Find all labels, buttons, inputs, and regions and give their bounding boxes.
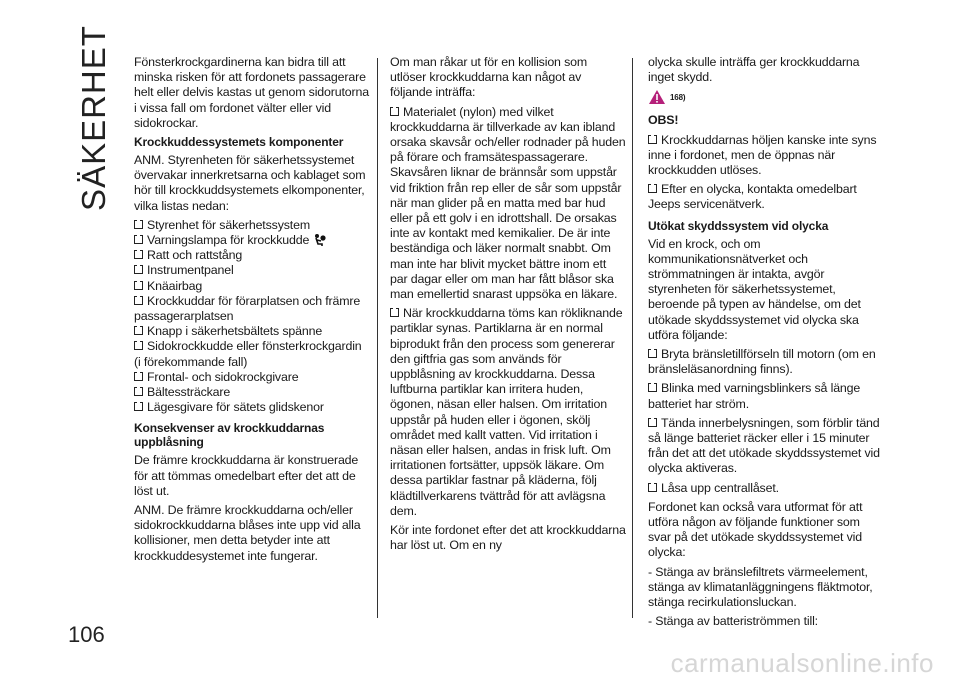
list-item: När krockkuddarna töms kan rökliknande partiklar synas. Partiklarna är en normal biprodukt från den process som genererar den giftfria gas som används för uppblåsning av krockkuddarna. Dessa luftburna partiklar kan irritera huden, ögonen, näsan eller halsen. Om irritation uppstår på huden eller i ögonen, skölj området med kallt vatten. Vid irritation i näsan eller halsen, andas in frisk luft. Om irritationen fortsätter, uppsök läkare. Om dessa partiklar fastnar på kläderna, följ klädtillverkarens tvättråd för att avlägsna dem. — [390, 306, 623, 518]
column-1 — [134, 55, 370, 568]
bullet-icon — [648, 184, 657, 193]
dash-item: - Stänga av batteriströmmen till: — [648, 614, 818, 629]
list-item: Knäairbag — [134, 279, 370, 294]
warning-reference: 168) — [648, 89, 882, 105]
bullet-icon — [134, 281, 143, 290]
list-item: Efter en olycka, kontakta omedelbart Jeeps servicenätverk. — [648, 182, 857, 212]
watermark: carmanualsonline.info — [670, 648, 934, 678]
column-divider — [377, 58, 378, 618]
bullet-icon — [648, 349, 657, 358]
column-divider — [632, 58, 633, 618]
list-item: Styrenhet för säkerhetssystem — [134, 218, 370, 233]
bullet-icon — [134, 326, 143, 335]
list-item: Ratt och rattstång — [134, 248, 370, 263]
bullet-icon — [134, 220, 143, 229]
obs-label: OBS! — [648, 113, 679, 128]
heading-components: Krockkuddessystemets komponenter — [134, 135, 344, 150]
page-number: 106 — [68, 622, 105, 647]
bullet-icon — [648, 483, 657, 492]
list-item: Tända innerbelysningen, som förblir tänd så länge batteriet räcker eller i 15 minuter från det att det utökade skyddssystemet vid olycka aktiveras. — [648, 415, 880, 476]
continuation-paragraph: olycka skulle inträffa ger krockkuddarna inget skydd. — [648, 55, 860, 85]
bullet-icon — [134, 402, 143, 411]
closing-paragraph: Kör inte fordonet efter det att krockkuddarna har löst ut. Om en ny — [390, 523, 626, 553]
airbag-warning-icon — [313, 233, 327, 247]
list-item: Blinka med varningsblinkers så länge batteriet har ström. — [648, 381, 861, 411]
list-item: Sidokrockkudde eller fönsterkrockgardin (i förekommande fall) — [134, 339, 362, 369]
bullet-icon — [134, 387, 143, 396]
list-item: Lägesgivare för sätets glidskenor — [134, 400, 370, 415]
list-item: Bältessträckare — [134, 385, 370, 400]
paragraph: Vid en krock, och om kommunikationsnätverket och strömmatningen är intakta, avgör styrenheten för säkerhetssystemet, beroende på typen av händelse, om det utökade skyddssystemet vid olycka ska utföra följande: — [648, 236, 861, 342]
consequences-paragraph: De främre krockkuddarna är konstruerade för att tömmas omedelbart efter det att de löst ut. — [134, 453, 359, 498]
list-item: Materialet (nylon) med vilket krockkuddarna är tillverkade av kan ibland orsaka skavsår och/eller rodnader på huden på förare och framsätespassagerare. Skavsåren liknar de brännsår som uppstår vid friktion från rep eller de sår som uppstår när man glider på en matta med bar hud eller på ett golv i en idrottshall. De orsakas inte av kontakt med kemikalier. De är inte beständiga och läker normalt snabbt. Om man inte har blivit mycket bättre inom ett par dagar eller om man har fått blåsor ska man emellertid snarast uppsöka en läkare. — [390, 104, 626, 302]
list-item: Varningslampa för krockkudde — [134, 233, 370, 248]
list-item: Låsa upp centrallåset. — [648, 481, 882, 496]
bullet-icon — [134, 296, 143, 305]
bullet-icon — [390, 308, 399, 317]
intro-paragraph: Om man råkar ut för en kollision som utlöser krockkuddarna kan något av följande inträffa: — [390, 55, 588, 100]
bullet-icon — [134, 250, 143, 259]
list-item: Krockkuddar för förarplatsen och främre passagerarplatsen — [134, 293, 361, 324]
section-title: SÄKERHET — [75, 25, 112, 211]
list-item: Krockkuddarnas höljen kanske inte syns inne i fordonet, men de öppnas när krockkudden utlöses. — [648, 132, 877, 178]
bullet-icon — [648, 383, 657, 392]
bullet-icon — [134, 372, 143, 381]
column-2 — [390, 55, 626, 558]
note-paragraph: ANM. De främre krockkuddarna och/eller sidokrockkuddarna blåses inte upp vid alla kollisioner, men detta betyder inte att krockkuddesystemet inte fungerar. — [134, 503, 361, 563]
paragraph: Fordonet kan också vara utformat för att utföra någon av följande funktioner som svar på det utökade skyddssystemet vid olycka: — [648, 499, 863, 560]
intro-paragraph: Fönsterkrockgardinerna kan bidra till att minska risken för att fordonets passagerare helt eller delvis kastas ut genom sidorutorna i vissa fall om fordonet välter eller vid sidokrockar. — [134, 55, 369, 130]
heading-consequences: Konsekvenser av krockkuddarnas uppblåsning — [134, 421, 325, 450]
bullet-icon — [134, 265, 143, 274]
heading-enhanced-protection: Utökat skyddssystem vid olycka — [648, 218, 829, 233]
note-paragraph: ANM. Styrenheten för säkerhetssystemet övervakar innerkretsarna och kablaget som hör till krockkuddsystemets elkomponenter, vilka listas nedan: — [134, 153, 366, 213]
column-3 — [648, 55, 882, 634]
bullet-icon — [134, 341, 143, 350]
dash-item: - Stänga av bränslefiltrets värmeelement, stänga av klimatanläggningens fläktmotor, stänga recirkulationsluckan. — [648, 564, 873, 610]
list-item: Bryta bränsletillförseln till motorn (om en bränsleläsanordning finns). — [648, 347, 876, 377]
list-item: Instrumentpanel — [134, 263, 370, 278]
list-item: Knapp i säkerhetsbältets spänne — [134, 324, 370, 339]
bullet-icon — [390, 107, 399, 116]
list-item: Frontal- och sidokrockgivare — [134, 370, 370, 385]
component-list — [134, 218, 370, 416]
bullet-icon — [648, 135, 657, 144]
bullet-icon — [648, 418, 657, 427]
bullet-icon — [134, 235, 143, 244]
warning-triangle-icon — [648, 89, 666, 105]
